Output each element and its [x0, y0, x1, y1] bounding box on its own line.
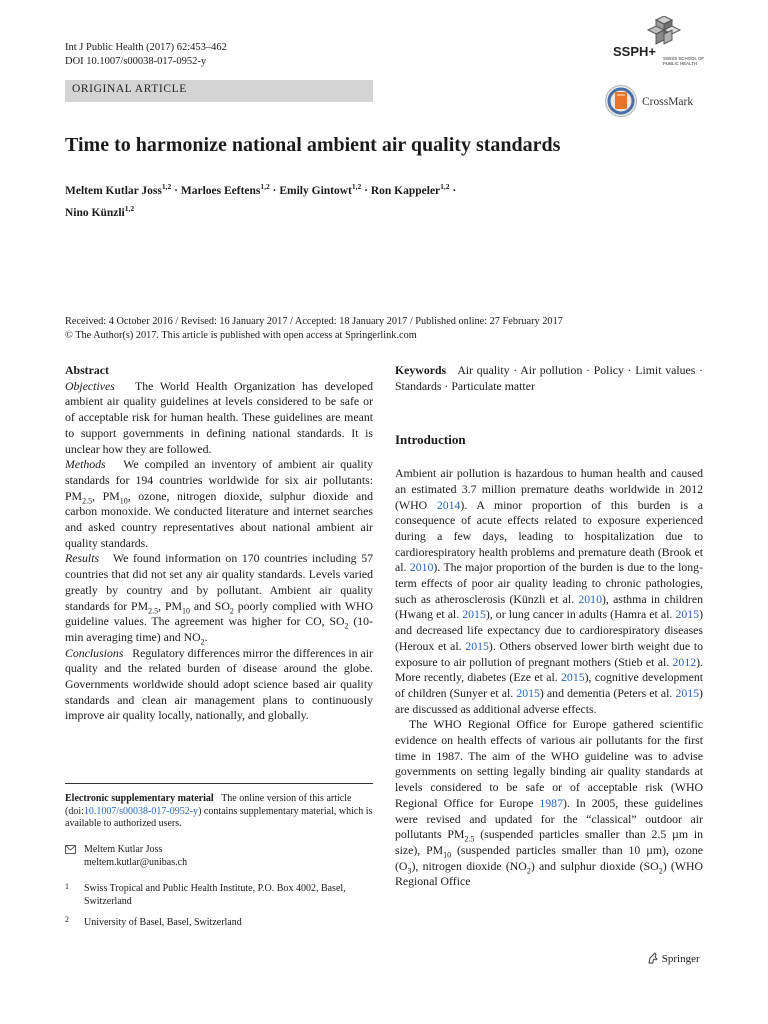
- abstract: [65, 363, 373, 724]
- correspondence-name: Meltem Kutlar Joss: [84, 844, 163, 855]
- citation-link[interactable]: 2010: [578, 591, 602, 606]
- publisher-name: Springer: [661, 953, 700, 965]
- crossmark-label: CrossMark: [642, 96, 694, 108]
- svg-text:PUBLIC HEALTH: PUBLIC HEALTH: [663, 61, 698, 66]
- introduction-paragraph-2: The WHO Regional Office for Europe gathered scientific evidence on health effects of various air pollutants for the first time in 1987. The aim of the WHO guideline was to advise governments on setting legally binding air quality standards at levels considered to be safe or of acceptable risk (WHO Regional Office for Europe 1987). In 2005, these guidelines were revised and updated for the “classical” outdoor air pollutants $PM_{2.5}$ (suspended particles smaller than 2.5 µm in size), $PM_{10}$ (suspended particles smaller than 10 µm), ozone $(O_3)$, nitrogen dioxide $(NO_2)$ and sulphur dioxide $(SO_2)$ (WHO Regional Office: [395, 717, 703, 889]
- author-name[interactable]: Nino Künzli: [65, 206, 125, 219]
- article-title: Time to harmonize national ambient air quality standards: [65, 134, 561, 156]
- affiliation-text: University of Basel, Basel, Switzerland: [84, 917, 242, 928]
- supplementary-note: Electronic supplementary material The online version of this article (doi:10.1007/s00038-017-0952-y) contains supplementary material, which is available to authorized users.: [65, 793, 373, 829]
- envelope-icon: [65, 845, 76, 859]
- abstract-objectives: Objectives The World Health Organization has developed ambient air quality guidelines at levels considered to be safe or of acceptable risk for human health. These guidelines are meant to support governments in defining national standards. It is unclear how they are followed.: [65, 378, 373, 456]
- citation-link[interactable]: 2015: [516, 685, 540, 700]
- author-name[interactable]: Meltem Kutlar Joss: [65, 184, 162, 197]
- logo-text: SSPH+: [613, 44, 656, 59]
- citation-link[interactable]: 2014: [436, 497, 461, 512]
- citation-link[interactable]: 2015: [675, 685, 700, 700]
- introduction-paragraph-1: Ambient air pollution is hazardous to human health and caused an estimated 3.7 million premature deaths worldwide in 2012 (WHO 2014). A minor proportion of this burden is a consequence of acute effects related to exposure experienced during a few days, leading to hospitalization due to cardiorespiratory health problems and premature death (Brook et al. 2010). The major proportion of the burden is due to the long-term effects of poor air quality leading to chronic pathologies, such as atherosclerosis (Künzli et al. 2010), asthma in children (Hwang et al. 2015), or lung cancer in adults (Hamra et al. 2015) and decreased life expectancy due to cardiorespiratory diseases (Heroux et al. 2015). Others observed lower birth weight due to exposure to air pollution of pregnant mothers (Stieb et al. 2012). More recently, diabetes (Eze et al. 2015), cognitive development of children (Sunyer et al. 2015) and dementia (Peters et al. 2015) are discussed as additional adverse effects.: [395, 466, 704, 716]
- abstract-conclusions: Conclusions Regulatory differences mirror the differences in air quality and the related burden of disease around the globe. Governments worldwide should adopt science based air quality standards and clean air management plans to continuously improve air quality locally, nationally, and globally.: [65, 645, 373, 723]
- author-name[interactable]: Ron Kappeler: [370, 184, 441, 197]
- cube-logo-icon: [611, 16, 711, 72]
- journal-citation: Int J Public Health (2017) 62:453–462: [65, 42, 227, 53]
- author-name[interactable]: Emily Gintowt: [279, 184, 352, 197]
- citation-link[interactable]: 2010: [409, 560, 434, 575]
- journal-doi: DOI 10.1007/s00038-017-0952-y: [65, 56, 207, 67]
- affiliation-number: 2: [65, 915, 69, 924]
- abstract-heading: Abstract: [65, 363, 109, 377]
- keywords: Keywords Air quality · Air pollution · Policy · Limit values · Standards · Particulate matter: [395, 363, 704, 393]
- affiliation-number: 1: [65, 882, 69, 891]
- ssph-logo: [611, 16, 711, 72]
- citation-link[interactable]: 2015: [675, 607, 700, 622]
- article-type-label: ORIGINAL ARTICLE: [72, 83, 187, 95]
- footnote-divider: [65, 783, 373, 784]
- license-line: © The Author(s) 2017. This article is published with open access at Springerlink.com: [65, 329, 417, 341]
- citation-link[interactable]: 2015: [465, 638, 489, 653]
- citation-link[interactable]: 2015: [462, 607, 486, 622]
- crossmark-button[interactable]: [604, 84, 714, 118]
- citation-link[interactable]: 2012: [672, 654, 697, 669]
- springer-logo: [647, 952, 700, 965]
- svg-text:SWISS SCHOOL OF: SWISS SCHOOL OF: [663, 56, 705, 61]
- affiliation-text: Swiss Tropical and Public Health Institute, P.O. Box 4002, Basel, Switzerland: [84, 883, 346, 907]
- abstract-methods: Methods We compiled an inventory of ambient air quality standards for 194 countries worldwide for six air pollutants: $PM_{2.5}$, $PM_{10}$, ozone, nitrogen dioxide, sulphur dioxide and carbon monoxide. We conducted literature and internet searches and asked country representatives about national ambient air quality standards.: [65, 457, 374, 550]
- citation-link[interactable]: 1987: [539, 795, 563, 810]
- abstract-results: Results We found information on 170 countries including 57 countries that did not set any air quality standards. Levels varied greatly by country and by pollutant. Ambient air quality standards for $PM_{2.5}$, $PM_{10}$ and $SO_2$ poorly complied with WHO guideline values. The agreement was higher for CO, $SO_2$ (10-min averaging time) and $NO_2$.: [65, 551, 374, 647]
- introduction-heading: Introduction: [395, 432, 466, 448]
- citation-link[interactable]: 2015: [561, 670, 585, 685]
- crossmark-icon: [604, 84, 714, 118]
- received-dates: Received: 4 October 2016 / Revised: 16 January 2017 / Accepted: 18 January 2017 / Published online: 27 February 2017: [65, 316, 563, 327]
- correspondence-email[interactable]: meltem.kutlar@unibas.ch: [84, 856, 188, 868]
- author-name[interactable]: Marloes Eeftens: [180, 184, 261, 197]
- article-type-bar: [65, 80, 373, 102]
- springer-horse-icon: [647, 952, 659, 964]
- supplementary-doi-link[interactable]: 10.1007/s00038-017-0952-y: [83, 805, 199, 817]
- article-history: [65, 315, 563, 342]
- right-column: [395, 363, 703, 890]
- correspondence: [65, 844, 373, 869]
- author-list: Meltem Kutlar Joss$^{1,2}$ · Marloes Eeftens$^{1,2}$ · Emily Gintowt$^{1,2}$ · Ron Kappeler$^{1,2}$ · Nino Künzli$^{1,2}$: [65, 182, 457, 219]
